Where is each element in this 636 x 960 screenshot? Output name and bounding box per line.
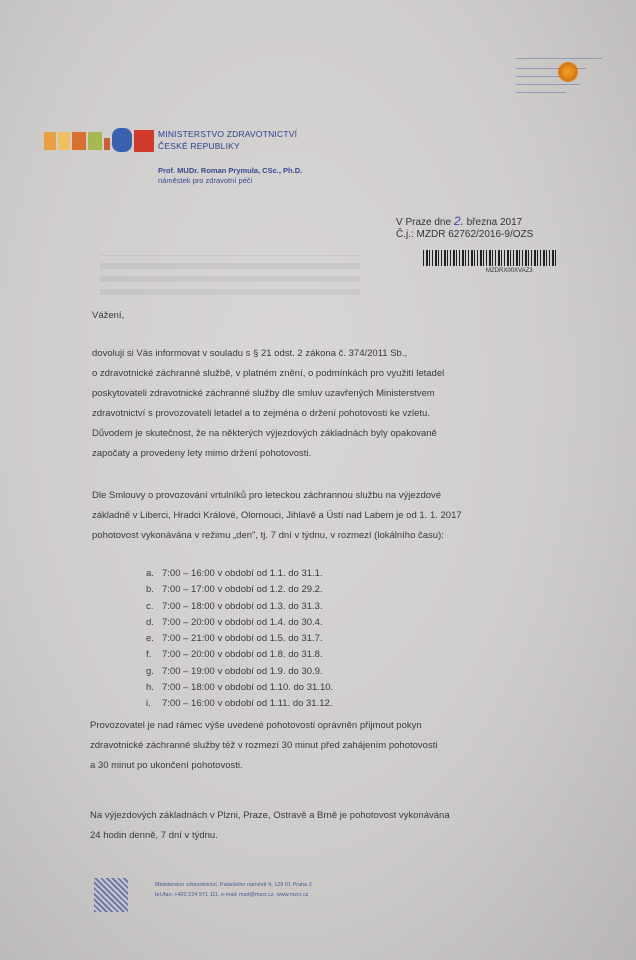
paragraph-3-line: a 30 minut po ukončení pohotovosti. [90,760,243,771]
list-item [146,582,333,598]
paragraph-4-line: Na výjezdových základnách v Plzni, Praze, Ostravě a Brně je pohotovost vykonávána [90,810,450,821]
list-item-letter: e. [146,633,154,645]
paragraph-1-line: započaty a provedeny lety mimo držení pohotovosti. [92,448,312,459]
list-item-letter: g. [146,665,154,677]
list-item [146,566,333,582]
list-item-text: 7:00 – 20:00 v období od 1.4. do 30.4. [162,616,323,628]
paragraph-4-line: 24 hodin denně, 7 dní v týdnu. [90,830,218,841]
list-item [146,615,333,631]
signatory-name: Prof. MUDr. Roman Prymula, CSc., Ph.D. [158,166,303,175]
ministry-name [158,128,297,152]
list-item [146,647,333,663]
list-item-letter: a. [146,568,154,579]
list-item-letter: i. [146,698,151,710]
paragraph-1-line: o zdravotnické záchranné službě, v platném znění, o podmínkách pro využití letadel [92,368,445,379]
list-item-letter: c. [146,600,154,612]
paragraph-1-line: Důvodem je skutečnost, že na některých výjezdových základnách byly opakovaně [92,428,437,439]
list-item-text: 7:00 – 20:00 v období od 1.8. do 31.8. [162,649,323,661]
paragraph-1-line: zdravotnictví s provozovateli letadel a to zejména o držení pohotovosti ke vzletu. [92,408,430,419]
show-through-text [100,255,360,295]
reference-number: Č.j.: MZDR 62762/2016-9/OZS [396,229,534,240]
paragraph-3 [90,716,568,776]
paragraph-2-line: základně v Liberci, Hradci Králové, Olomouci, Jihlavě a Ústí nad Labem je od 1. 1. 2017 [92,510,462,521]
handwritten-day: 2. [453,214,464,228]
date-block [396,215,533,241]
schedule-list [146,566,333,713]
ministry-logo-icon [44,128,156,154]
list-item-text: 7:00 – 16:00 v období od 1.1. do 31.1. [162,568,323,579]
barcode-text: MZDRX00XVAZ3 [486,268,533,274]
paragraph-3-line: Provozovatel je nad rámec výše uvedené pohotovosti oprávněn přijmout pokyn [90,720,422,731]
footer-address [155,880,312,900]
barcode-icon [423,250,557,266]
signatory [158,166,302,186]
orange-seal-icon [558,62,578,82]
signatory-title: náměstek pro zdravotní péči [158,176,253,185]
list-item-text: 7:00 – 17:00 v období od 1.2. do 29.2. [162,584,323,596]
paragraph-1 [92,344,568,464]
list-item-text: 7:00 – 16:00 v období od 1.11. do 31.12. [162,698,333,710]
paragraph-2-line: Dle Smlouvy o provozování vrtulníků pro leteckou záchrannou službu na výjezdové [92,490,442,501]
list-item-text: 7:00 – 19:00 v období od 1.9. do 30.9. [162,665,323,677]
footer-line2: tel./fax: +420 224 971 111, e-mail: mzd@mzcr.cz, www.mzcr.cz [155,892,309,898]
ministry-name-line2: ČESKÉ REPUBLIKY [158,141,240,151]
paragraph-3-line: zdravotnické záchranné služby též v rozmezí 30 minut před zahájením pohotovosti [90,740,438,751]
footer-line1: Ministerstvo zdravotnictví, Palackého náměstí 4, 128 01 Praha 2 [155,882,312,888]
qr-code-icon [94,878,128,912]
list-item-letter: f. [146,649,152,661]
list-item [146,599,333,615]
paragraph-2-line: pohotovost vykonávána v režimu „den", tj. 7 dní v týdnu, v rozmezí (lokálního času): [92,530,444,541]
date-month-year: března 2017 [466,217,523,228]
list-item [146,631,333,647]
salutation: Vážení, [92,310,125,321]
paragraph-1-line: dovoluji si Vás informovat v souladu s § 21 odst. 2 zákona č. 374/2011 Sb., [92,348,408,359]
paragraph-4 [90,806,568,846]
paragraph-2 [92,486,568,546]
list-item [146,696,333,712]
ministry-name-line1: MINISTERSTVO ZDRAVOTNICTVÍ [158,129,298,139]
list-item-text: 7:00 – 21:00 v období od 1.5. do 31.7. [162,633,323,645]
list-item-letter: d. [146,616,154,628]
date-place: V Praze dne [396,217,452,228]
list-item-letter: h. [146,682,154,694]
list-item-text: 7:00 – 18:00 v období od 1.3. do 31.3. [162,600,323,612]
list-item-text: 7:00 – 18:00 v období od 1.10. do 31.10. [162,682,334,694]
list-item [146,680,333,696]
paragraph-1-line: poskytovateli zdravotnické záchranné služby dle smluv uzavřených Ministerstvem [92,388,435,399]
list-item-letter: b. [146,584,154,596]
list-item [146,664,333,680]
received-stamp [516,50,606,108]
